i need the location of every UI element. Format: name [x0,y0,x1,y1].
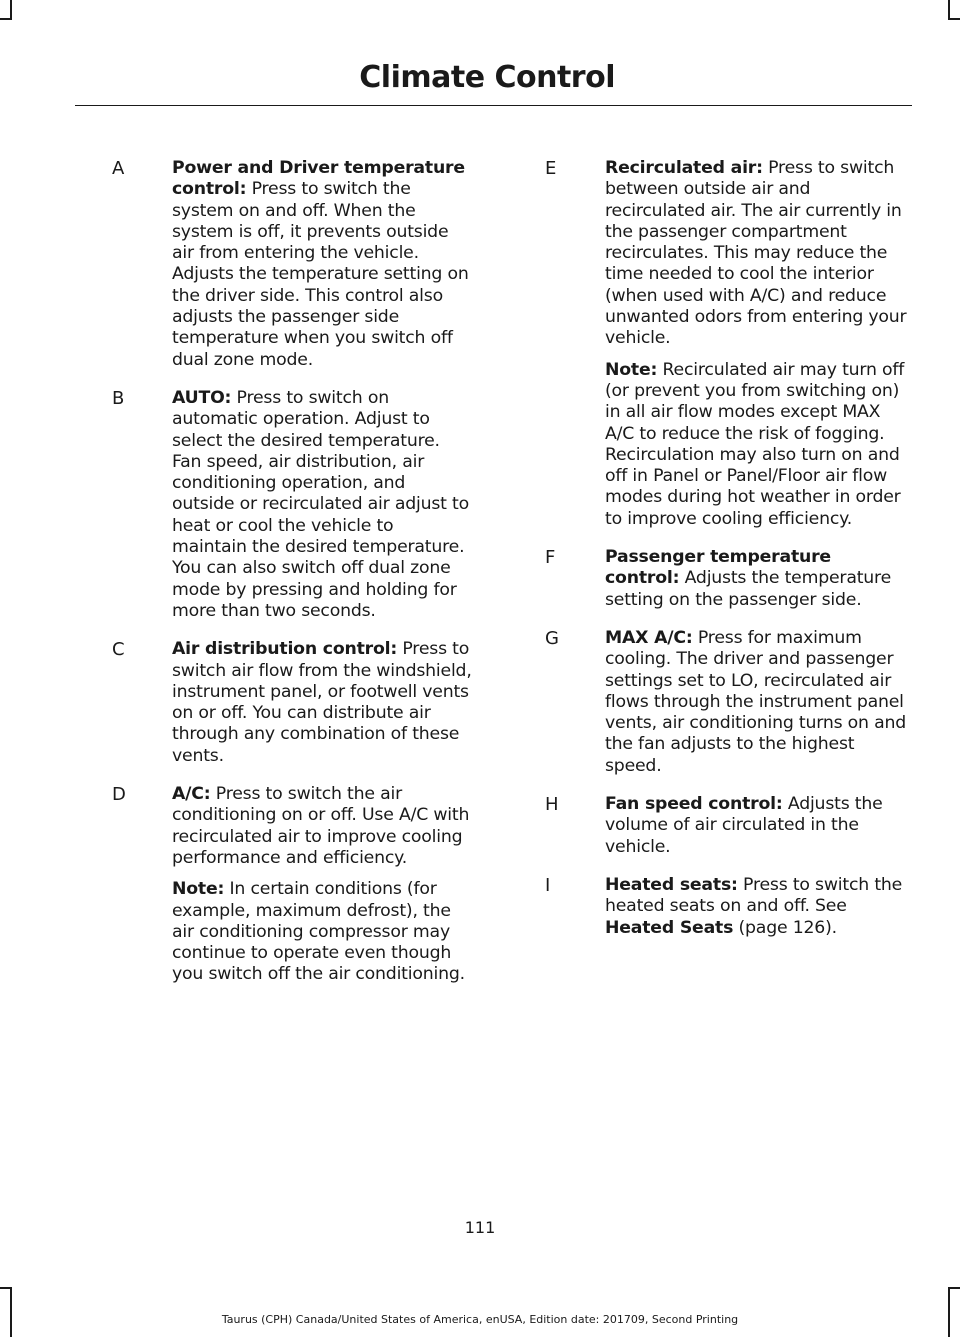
header-divider [75,105,912,106]
cross-reference-link[interactable]: Heated Seats [605,917,734,938]
entry-text: Press to switch the air conditioning on or off. Use A/C with recirculated air to improve cooling performance and efficiency. [172,784,470,868]
note-label: Note: [172,879,225,900]
entry-description [172,158,472,371]
callout-letter: H [545,794,559,816]
callout-letter: D [112,784,126,806]
entry-note [172,879,472,985]
note-label: Note: [605,359,658,380]
entry-term: Power and Driver temperature control: [172,158,465,200]
crop-mark [948,0,950,18]
legend-entry-b [112,388,472,622]
entry-term: AUTO: [172,387,232,408]
entry-text: Adjusts the temperature setting on the passenger side. [605,568,892,610]
page-title: Climate Control [359,60,615,95]
entry-note [605,360,907,530]
entry-description [172,388,472,622]
entry-term: MAX A/C: [605,627,693,648]
legend-entry-g [545,628,907,777]
entry-description [605,875,907,939]
entry-text: Press to switch on automatic operation. Adjust to select the desired temperature. Fan speed, air distribution, air conditioning operation, and outside or recirculated air adjust to heat or cool the vehicle to maintain the desired temperature. You can also switch off dual zone mode by pressing and holding for more than two seconds. [172,387,469,621]
entry-term: Fan speed control: [605,794,783,815]
entry-text: Press to switch the heated seats on and off. See [605,874,903,917]
entry-term: Air distribution control: [172,639,398,660]
legend-entry-f [545,547,907,611]
crop-mark [10,0,12,18]
legend-entry-h [545,794,907,858]
note-text: In certain conditions (for example, maximum defrost), the air conditioning compressor may continue to operate even though you switch off the air conditioning. [172,879,465,985]
legend-entry-e [545,158,907,530]
entry-text: Press to switch the system on and off. When the system is off, it prevents outside air from entering the vehicle. Adjusts the temperature setting on the driver side. This control also adjusts the passenger side temperature when you switch off dual zone mode. [172,179,469,370]
callout-letter: A [112,158,125,179]
entry-text: Press for maximum cooling. The driver and passenger settings set to LO, recirculated air flows through the instrument panel vents, air conditioning turns on and the fan adjusts to the highest speed. [605,627,906,776]
left-column [112,158,472,1003]
legend-entry-c [112,639,472,767]
edition-footer: Taurus (CPH) Canada/United States of America, enUSA, Edition date: 201709, Second Printing [221,1313,739,1326]
right-column [545,158,907,956]
entry-term: Recirculated air: [605,158,763,178]
callout-letter: E [545,158,557,179]
crop-mark [0,18,12,20]
entry-term: A/C: [172,784,211,805]
crop-mark [948,18,960,20]
entry-text: Adjusts the volume of air circulated in the vehicle. [605,794,883,857]
entry-description [605,158,907,350]
entry-description [172,639,472,767]
callout-letter: G [545,627,559,649]
entry-text: Press to switch between outside air and recirculated air. The air currently in the passenger compartment recirculates. This may reduce the time needed to cool the interior (when used with A/C) and reduce unwanted odors from entering your vehicle. [605,158,907,349]
entry-description [172,784,472,869]
entry-description [605,628,907,777]
legend-entry-a [112,158,472,371]
note-text: Recirculated air may turn off (or prevent you from switching on) in all air flow modes except MAX A/C to reduce the risk of fogging. Recirculation may also turn on and off in Panel or Panel/Floor air flow modes during hot weather in order to improve cooling efficiency. [605,359,905,529]
crop-mark [948,1287,960,1289]
callout-letter: I [545,874,551,896]
entry-description [605,794,907,858]
entry-description [605,547,907,611]
callout-letter: F [545,547,556,569]
entry-text: Press to switch air flow from the windshield, instrument panel, or footwell vents on or off. You can distribute air through any combination of these vents. [172,639,472,766]
crop-mark [948,1287,950,1337]
crop-mark [10,1287,12,1337]
legend-entry-d [112,784,472,986]
page-reference: (page 126). [733,917,837,938]
entry-term: Passenger temperature control: [605,547,831,589]
crop-mark [0,1287,12,1289]
callout-letter: C [112,639,125,661]
legend-entry-i [545,875,907,939]
page-number: 111 [464,1218,496,1237]
entry-term: Heated seats: [605,874,738,895]
callout-letter: B [112,387,125,409]
